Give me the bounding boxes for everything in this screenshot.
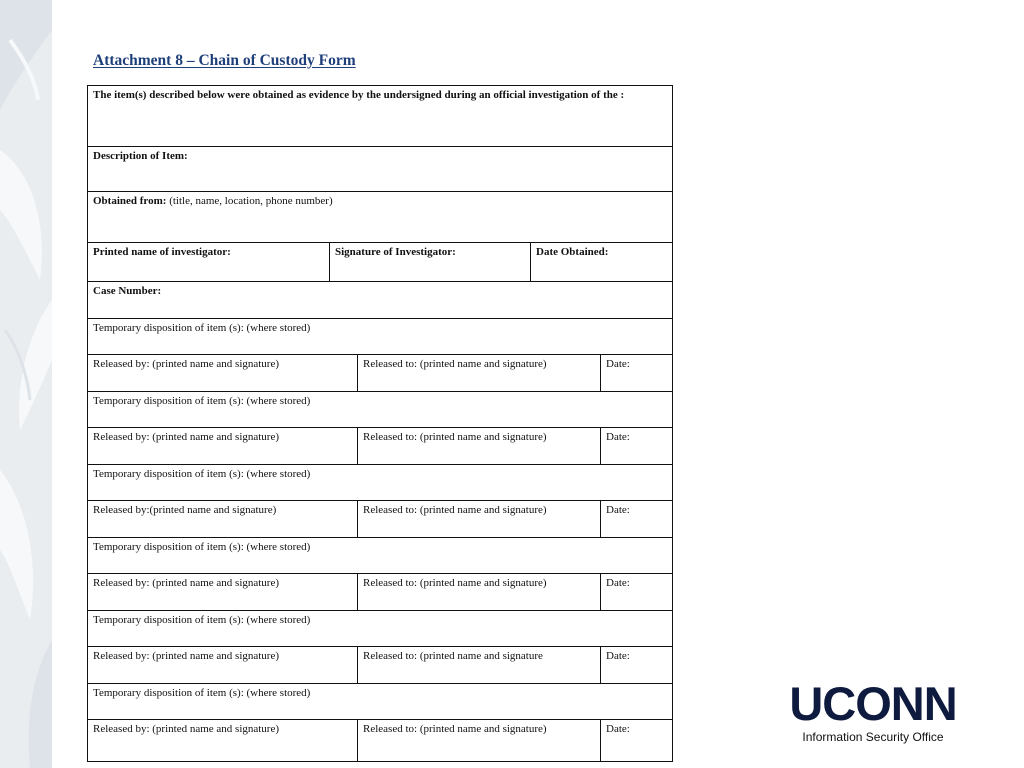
obtained-from-field[interactable] [88,192,673,243]
released-to-label: Released to: (printed name and signature [363,650,543,662]
logo-subtitle: Information Security Office [802,730,944,744]
disposition-label: Temporary disposition of item (s): (where stored) [93,395,311,407]
release-date-field[interactable] [601,428,673,465]
released-by-label: Released by: (printed name and signature) [93,650,280,662]
investigator-row [88,243,673,282]
released-by-field[interactable] [88,355,358,392]
case-number-label: Case Number: [93,285,162,297]
release-date-label: Date: [606,358,630,370]
intro-cell[interactable] [88,86,673,147]
disposition-row [88,392,673,428]
case-number-row [88,282,673,319]
released-to-label: Released to: (printed name and signature) [363,431,547,443]
release-date-label: Date: [606,650,630,662]
release-date-field[interactable] [601,355,673,392]
disposition-label: Temporary disposition of item (s): (where stored) [93,322,311,334]
released-by-label: Released by: (printed name and signature) [93,431,280,443]
released-by-field[interactable] [88,720,358,762]
disposition-field[interactable] [88,611,673,647]
printed-name-field[interactable] [88,243,330,282]
case-number-field[interactable] [88,282,673,319]
released-by-label: Released by: (printed name and signature) [93,577,280,589]
uconn-wordmark: UCONN [789,677,957,730]
description-field[interactable] [88,147,673,192]
release-date-field[interactable] [601,501,673,538]
released-to-field[interactable] [358,355,601,392]
released-to-label: Released to: (printed name and signature) [363,358,547,370]
uconn-logo [772,677,974,744]
released-to-label: Released to: (printed name and signature) [363,504,547,516]
disposition-field[interactable] [88,684,673,720]
disposition-row [88,611,673,647]
disposition-label: Temporary disposition of item (s): (where stored) [93,468,311,480]
released-by-label: Released by: (printed name and signature) [93,358,280,370]
released-by-field[interactable] [88,428,358,465]
disposition-row [88,319,673,355]
release-row [88,720,673,762]
released-by-field[interactable] [88,647,358,684]
signature-field[interactable] [330,243,531,282]
disposition-row [88,465,673,501]
intro-text: The item(s) described below were obtained as evidence by the undersigned during an official investigation of the : [93,89,625,101]
release-row [88,501,673,538]
release-date-label: Date: [606,431,630,443]
disposition-label: Temporary disposition of item (s): (where stored) [93,687,311,699]
obtained-from-hint: (title, name, location, phone number) [166,195,333,207]
release-date-label: Date: [606,504,630,516]
description-label: Description of Item: [93,150,188,162]
released-by-field[interactable] [88,574,358,611]
printed-name-label: Printed name of investigator: [93,246,231,258]
disposition-field[interactable] [88,465,673,501]
release-date-label: Date: [606,723,630,735]
release-date-field[interactable] [601,574,673,611]
released-to-field[interactable] [358,428,601,465]
intro-row [88,86,673,147]
disposition-field[interactable] [88,392,673,428]
released-by-label: Released by:(printed name and signature) [93,504,277,516]
obtained-from-label: Obtained from: [93,195,167,207]
released-to-field[interactable] [358,647,601,684]
release-date-label: Date: [606,577,630,589]
obtained-from-row [88,192,673,243]
released-to-field[interactable] [358,720,601,762]
disposition-field[interactable] [88,538,673,574]
date-obtained-field[interactable] [531,243,673,282]
date-obtained-label: Date Obtained: [536,246,609,258]
release-row [88,355,673,392]
chain-of-custody-table [87,85,673,762]
released-to-label: Released to: (printed name and signature) [363,577,547,589]
disposition-row [88,538,673,574]
description-row [88,147,673,192]
disposition-row [88,684,673,720]
released-to-label: Released to: (printed name and signature) [363,723,547,735]
release-row [88,647,673,684]
released-by-field[interactable] [88,501,358,538]
disposition-label: Temporary disposition of item (s): (where stored) [93,541,311,553]
form-title: Attachment 8 – Chain of Custody Form [93,52,356,69]
release-date-field[interactable] [601,647,673,684]
signature-label: Signature of Investigator: [335,246,456,258]
disposition-label: Temporary disposition of item (s): (where stored) [93,614,311,626]
released-to-field[interactable] [358,574,601,611]
released-to-field[interactable] [358,501,601,538]
decorative-leaf-pattern [0,0,60,768]
release-row [88,428,673,465]
disposition-field[interactable] [88,319,673,355]
released-by-label: Released by: (printed name and signature) [93,723,280,735]
release-row [88,574,673,611]
release-date-field[interactable] [601,720,673,762]
